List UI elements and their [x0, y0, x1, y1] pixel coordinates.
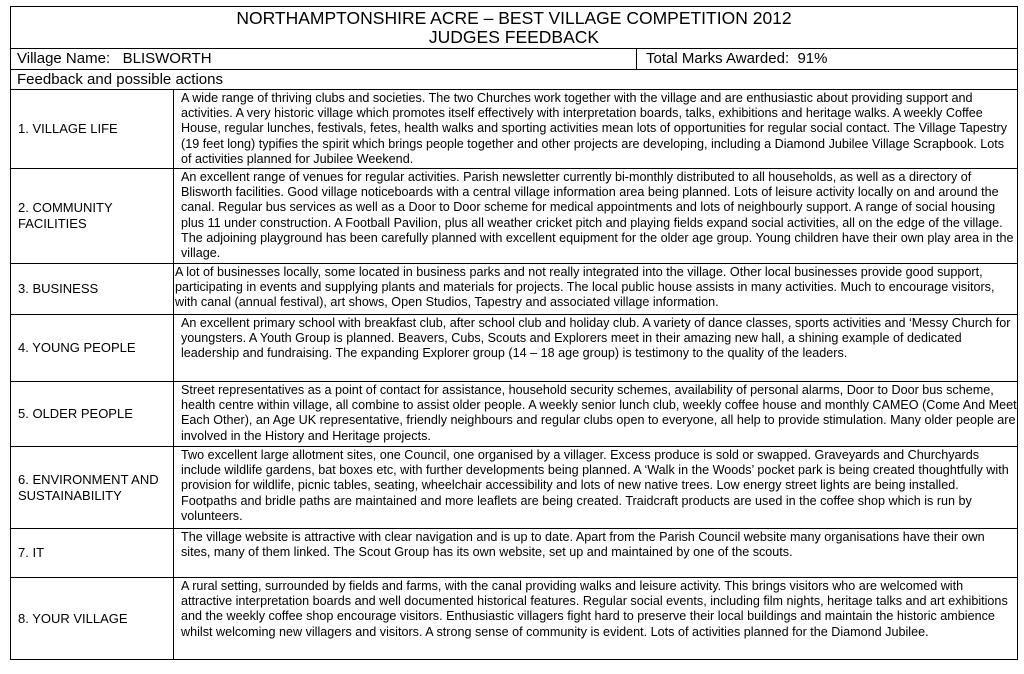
category-cell: 7. IT [11, 529, 174, 577]
feedback-text: A rural setting, surrounded by fields and farms, with the canal providing walks and leisure activity. This brings visitors who are welcomed with attractive interpretation boards and well documented historical features. Regular social events, including film nights, heritage talks and art exhibitions and the weekly coffee shop encourage visitors. Enthusiastic villagers fight hard to preserve their local buildings and maintain the historic ambience whilst welcoming new villagers and visitors. A strong sense of community is evident. Lots of activities planned for the Diamond Jubilee. [181, 579, 1008, 639]
title-line-1: NORTHAMPTONSHIRE ACRE – BEST VILLAGE COMPETITION 2012 [236, 8, 792, 28]
table-row [11, 264, 1017, 315]
category-cell: 4. YOUNG PEOPLE [11, 315, 174, 381]
village-name-cell [11, 49, 637, 69]
table-row [11, 529, 1017, 578]
feedback-text: An excellent range of venues for regular activities. Parish newsletter currently bi-monthly distributed to all households, as well as a directory of Blisworth facilities. Good village noticeboards with a central village information area being planned. Lots of leisure activity locally on and around the canal. Regular bus services as well as a Door to Door scheme for medical appointments and lots of neighbourly support. A range of social housing plus 11 under construction. A Football Pavilion, plus all weather cricket pitch and playing fields expand social activities, all on the edge of the village. The adjoining playground has been carefully planned with excellent equipment for the older age group. Young children have their own play area in the village. [181, 170, 1014, 261]
form-title [11, 7, 1017, 49]
category-cell: 5. OLDER PEOPLE [11, 382, 174, 446]
category-cell: 1. VILLAGE LIFE [11, 90, 174, 168]
title-line-2: JUDGES FEEDBACK [428, 27, 600, 47]
total-marks-label: Total Marks Awarded: [646, 50, 790, 67]
info-row [11, 49, 1017, 70]
feedback-text: Street representatives as a point of contact for assistance, household security schemes, availability of personal alarms, Door to Door bus scheme, health centre within village, all combine to assist older people. A weekly senior lunch club, weekly coffee house and monthly CAMEO (Come And Meet Each Other), an Age UK representative, friendly neighbours and regular clubs open to everyone, all help to provide stimulation. Many older people are involved in the History and Heritage projects. [181, 383, 1017, 443]
table-row [11, 578, 1017, 659]
table-row [11, 90, 1017, 169]
feedback-heading: Feedback and possible actions [11, 70, 1017, 90]
feedback-form [10, 6, 1018, 660]
category-cell: 3. BUSINESS [11, 264, 174, 314]
category-cell: 6. ENVIRONMENT AND SUSTAINABILITY [11, 447, 174, 528]
total-marks-cell [637, 49, 1017, 69]
feedback-text: The village website is attractive with clear navigation and is up to date. Apart from the Parish Council website many organisations have their own sites, many of them linked. The Scout Group has its own website, set up and maintained by one of the scouts. [181, 530, 985, 560]
table-row [11, 315, 1017, 382]
village-name-label: Village Name: [17, 50, 111, 67]
village-name-value: BLISWORTH [122, 50, 212, 67]
feedback-text: An excellent primary school with breakfast club, after school club and holiday club. A variety of dance classes, sports activities and ‘Messy Church for youngsters. A Youth Group is planned. Beavers, Cubs, Scouts and Explorers meet in their amazing new hall, a shining example of dedicated leadership and fundraising. The expanding Explorer group (14 – 18 age group) is testimony to the quality of the leaders. [181, 316, 1011, 361]
category-cell: 8. YOUR VILLAGE [11, 578, 174, 659]
feedback-text: A lot of businesses locally, some located in business parks and not really integrated into the village. Other local businesses provide good support, participating in events and supplying plants and materials for projects. The local public house assists in many activities. Much to encourage visitors, with canal (annual festival), art shows, Open Studios, Tapestry and associated village information. [175, 265, 995, 310]
table-row [11, 382, 1017, 447]
feedback-text: Two excellent large allotment sites, one Council, one organised by a villager. Excess produce is sold or swapped. Graveyards and Churchyards include wildlife gardens, bat boxes etc, with further developments being planned. A ‘Walk in the Woods’ pocket park is being created thoughtfully with provision for wildlife, picnic tables, seating, wheelchair accessibility and lots of new native trees. Low energy street lights are being installed. Footpaths and bridle paths are maintained and more leaflets are being created. Traidcraft products are used in the coffee shop which is run by volunteers. [181, 448, 1009, 523]
category-cell: 2. COMMUNITY FACILITIES [11, 169, 174, 263]
table-row [11, 169, 1017, 264]
total-marks-value: 91% [797, 50, 828, 67]
feedback-text: A wide range of thriving clubs and societies. The two Churches work together with the village and are enthusiastic about providing support and activities. A very historic village which promotes itself effectively with interpretation boards, talks, exhibitions and heritage walks. A weekly Coffee House, regular lunches, festivals, fetes, health walks and sporting activities mean lots of opportunities for regular social contact. The Village Tapestry (19 feet long) typifies the spirit which brings people together and other projects are developing, including a Diamond Jubilee Village Scrapbook. Lots of activities planned for Jubilee Weekend. [181, 91, 1008, 166]
table-row [11, 447, 1017, 529]
